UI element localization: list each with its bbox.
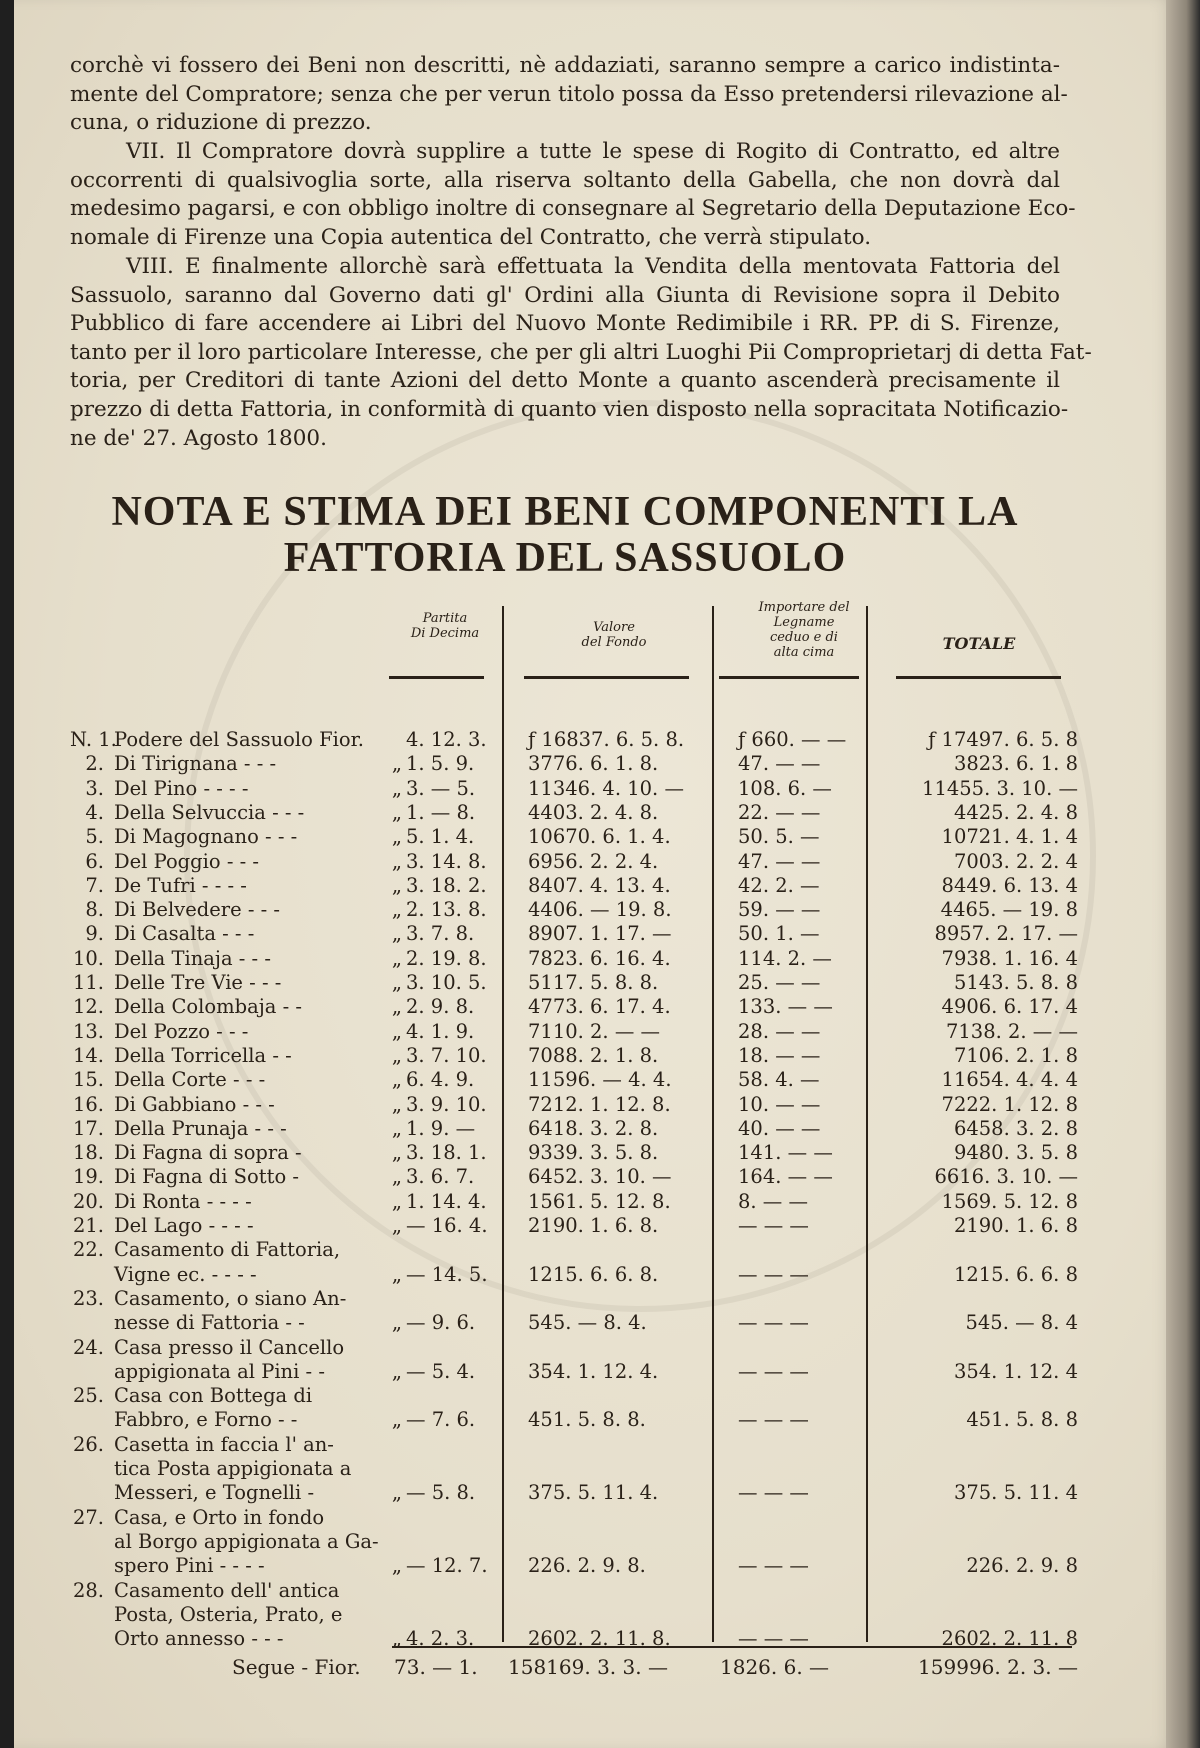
- table-row: [70, 1263, 1080, 1287]
- table-row: [70, 728, 1080, 752]
- row-valore: 3776. 6. 1. 8.: [528, 752, 659, 776]
- row-legname: 22. — —: [738, 800, 821, 824]
- header-rule-totale: [896, 676, 1061, 679]
- row-valore: 1215. 6. 6. 8.: [528, 1262, 659, 1286]
- row-legname: 25. — —: [738, 971, 821, 994]
- paragraph-line: medesimo pagarsi, e con obbligo inoltre di consegnare al Segretario della Deputazione Eco-: [70, 196, 1076, 222]
- row-name: Del Pino - - - -: [114, 776, 249, 800]
- row-name: Delle Tre Vie - - -: [114, 971, 282, 994]
- row-totale: 1569. 5. 12. 8: [941, 1189, 1078, 1213]
- row-totale: 7003. 2. 2. 4: [953, 849, 1078, 873]
- row-valore: 2602. 2. 11. 8.: [528, 1627, 671, 1651]
- row-legname: 164. — —: [738, 1165, 833, 1189]
- table-row: [70, 1238, 1080, 1262]
- table-row: [70, 801, 1080, 825]
- row-number: 22.: [72, 1238, 104, 1262]
- row-valore: 354. 1. 12. 4.: [528, 1359, 659, 1383]
- table-row: [70, 1554, 1080, 1578]
- ditto-mark: „: [391, 946, 402, 970]
- table-row: [70, 1287, 1080, 1311]
- row-name: Casa, e Orto in fondo: [114, 1505, 325, 1529]
- row-number: 21.: [72, 1214, 104, 1237]
- row-partita: — 12. 7.: [406, 1554, 488, 1578]
- row-partita: 3. 7. 8.: [406, 922, 475, 946]
- paragraph-line: mente del Compratore; senza che per verun titolo possa da Esso pretendersi rilevazione al-: [70, 81, 1068, 107]
- table-row: [70, 825, 1080, 849]
- row-legname: 141. — —: [738, 1141, 833, 1165]
- row-partita: 3. 18. 1.: [406, 1141, 487, 1165]
- table-row: [70, 777, 1080, 801]
- ditto-mark: „: [391, 800, 402, 824]
- row-totale: ƒ 17497. 6. 5. 8: [928, 728, 1078, 751]
- row-legname: — — —: [738, 1627, 809, 1651]
- ditto-mark: „: [391, 1408, 402, 1432]
- row-partita: — 5. 4.: [406, 1359, 476, 1383]
- row-totale: 11455. 3. 10. —: [922, 776, 1078, 800]
- paragraph-line: occorrenti di qualsivoglia sorte, alla riserva soltanto della Gabella, che non dovrà dal: [70, 167, 1060, 193]
- row-number: 27.: [72, 1505, 104, 1529]
- paragraph: [70, 138, 1076, 252]
- row-totale: 375. 5. 11. 4: [953, 1481, 1078, 1505]
- row-number: 5.: [85, 825, 104, 849]
- ditto-mark: „: [391, 971, 402, 994]
- row-partita: 1. 5. 9.: [406, 752, 475, 776]
- row-number: 23.: [72, 1286, 104, 1310]
- table-row: [70, 1603, 1080, 1627]
- row-valore: 226. 2. 9. 8.: [528, 1554, 646, 1578]
- ditto-mark: „: [391, 1165, 402, 1189]
- paragraph-line: prezzo di detta Fattoria, in conformità di quanto vien disposto nella sopracitata Notificazio-: [70, 396, 1069, 422]
- row-legname: 47. — —: [738, 752, 821, 776]
- paragraph-line: VIII. E finalmente allorchè sarà effettuata la Vendita della mentovata Fattoria del: [126, 254, 1060, 279]
- ditto-mark: „: [391, 1554, 402, 1578]
- table-row: [70, 1190, 1080, 1214]
- ditto-mark: „: [391, 1141, 402, 1165]
- ditto-mark: „: [391, 1311, 402, 1335]
- row-partita: — 14. 5.: [406, 1262, 488, 1286]
- paragraph-line: toria, per Creditori di tante Azioni del detto Monte a quanto ascenderà precisamente il: [70, 368, 1060, 394]
- row-valore: 545. — 8. 4.: [528, 1311, 647, 1335]
- ditto-mark: „: [391, 1189, 402, 1213]
- ditto-mark: „: [391, 1068, 402, 1092]
- row-number: 9.: [85, 922, 104, 946]
- row-name: Del Lago - - - -: [114, 1214, 254, 1237]
- row-valore: 7823. 6. 16. 4.: [528, 946, 671, 970]
- row-number: 4.: [85, 800, 104, 824]
- table-row: [70, 1214, 1080, 1238]
- row-valore: 4773. 6. 17. 4.: [528, 995, 671, 1019]
- row-totale: 3823. 6. 1. 8: [953, 752, 1078, 776]
- row-totale: 7222. 1. 12. 8: [941, 1092, 1078, 1116]
- row-name: Orto annesso - - -: [114, 1627, 284, 1651]
- paragraph-line: ne de' 27. Agosto 1800.: [70, 425, 327, 451]
- row-totale: 5143. 5. 8. 8: [953, 971, 1078, 994]
- document-page: [14, 0, 1180, 1748]
- paragraph-line: corchè vi fossero dei Beni non descritti, nè addaziati, saranno sempre a carico indistinta-: [70, 53, 1060, 78]
- row-totale: 7106. 2. 1. 8: [953, 1043, 1078, 1067]
- row-number: 12.: [72, 995, 104, 1019]
- footer-totale-total: 159996. 2. 3. —: [918, 1655, 1078, 1679]
- row-name: De Tufri - - - -: [114, 873, 247, 897]
- row-partita: 2. 13. 8.: [406, 898, 487, 922]
- row-name: Casa presso il Cancello: [114, 1335, 345, 1359]
- row-legname: 50. 1. —: [738, 922, 820, 946]
- row-partita: 3. 6. 7.: [406, 1165, 475, 1189]
- row-valore: 2190. 1. 6. 8.: [528, 1214, 659, 1237]
- row-valore: 6418. 3. 2. 8.: [528, 1116, 659, 1140]
- row-name: Messeri, e Tognelli -: [114, 1481, 315, 1505]
- row-valore: 6452. 3. 10. —: [528, 1165, 672, 1189]
- ditto-mark: „: [391, 752, 402, 776]
- table-title-line-1: NOTA E STIMA DEI BENI COMPONENTI LA: [111, 489, 1019, 535]
- row-name: Della Prunaja - - -: [114, 1116, 287, 1140]
- row-partita: 2. 19. 8.: [406, 946, 487, 970]
- row-number: 2.: [85, 752, 104, 776]
- row-totale: 545. — 8. 4: [965, 1311, 1078, 1335]
- column-header-valore: Valore del Fondo: [581, 620, 647, 650]
- ditto-mark: „: [391, 1019, 402, 1043]
- paragraph: [70, 52, 1068, 138]
- row-partita: 4. 12. 3.: [406, 728, 487, 751]
- row-valore: 10670. 6. 1. 4.: [528, 825, 671, 849]
- table-row: [70, 922, 1080, 946]
- row-totale: 4906. 6. 17. 4: [941, 995, 1078, 1019]
- row-valore: 9339. 3. 5. 8.: [528, 1141, 659, 1165]
- row-partita: 3. 9. 10.: [406, 1092, 487, 1116]
- paragraph-line: nomale di Firenze una Copia autentica del Contratto, che verrà stipulato.: [70, 224, 872, 250]
- row-valore: 451. 5. 8. 8.: [528, 1408, 646, 1432]
- ditto-mark: „: [391, 825, 402, 849]
- row-valore: 11596. — 4. 4.: [528, 1068, 672, 1092]
- row-legname: 58. 4. —: [738, 1068, 820, 1092]
- row-totale: 9480. 3. 5. 8: [953, 1141, 1078, 1165]
- row-valore: 8407. 4. 13. 4.: [528, 873, 671, 897]
- row-partita: 3. 10. 5.: [406, 971, 487, 994]
- ditto-mark: „: [391, 1359, 402, 1383]
- row-number: 10.: [72, 946, 104, 970]
- row-name: Di Casalta - - -: [114, 922, 255, 946]
- column-header-totale: TOTALE: [942, 634, 1016, 653]
- ditto-mark: „: [391, 1627, 402, 1651]
- row-totale: 6616. 3. 10. —: [934, 1165, 1078, 1189]
- table-row: [70, 947, 1080, 971]
- table-row: [70, 995, 1080, 1019]
- row-valore: 1561. 5. 12. 8.: [528, 1189, 671, 1213]
- table-row: [70, 1117, 1080, 1141]
- row-legname: — — —: [738, 1481, 809, 1505]
- row-name: Podere del Sassuolo Fior.: [114, 728, 364, 751]
- table-row: [70, 1408, 1080, 1432]
- row-legname: 42. 2. —: [738, 873, 820, 897]
- page-edge: [1166, 0, 1200, 1748]
- row-valore: 4406. — 19. 8.: [528, 898, 672, 922]
- row-name: tica Posta appigionata a: [114, 1457, 352, 1480]
- row-totale: 7938. 1. 16. 4: [941, 946, 1078, 970]
- totals-rule: [392, 1646, 1072, 1648]
- row-name: Della Tinaja - - -: [114, 946, 271, 970]
- ditto-mark: „: [391, 873, 402, 897]
- paragraph-line: tanto per il loro particolare Interesse, che per gli altri Luoghi Pii Comproprietarj di detta Fat-: [70, 339, 1092, 365]
- row-partita: — 7. 6.: [406, 1408, 476, 1432]
- row-totale: 11654. 4. 4. 4: [941, 1068, 1078, 1092]
- row-totale: 354. 1. 12. 4: [953, 1359, 1078, 1383]
- row-number: 7.: [85, 873, 104, 897]
- row-legname: 18. — —: [738, 1043, 821, 1067]
- table-row: [70, 1044, 1080, 1068]
- row-totale: 7138. 2. — —: [945, 1019, 1078, 1043]
- row-name: Posta, Osteria, Prato, e: [114, 1602, 343, 1626]
- table-row: [70, 874, 1080, 898]
- paragraph-line: cuna, o riduzione di prezzo.: [70, 110, 372, 136]
- ditto-mark: „: [391, 898, 402, 922]
- ditto-mark: „: [391, 1116, 402, 1140]
- row-number: 16.: [72, 1092, 104, 1116]
- footer-label: Segue - Fior.: [232, 1655, 361, 1679]
- row-legname: ƒ 660. — —: [738, 728, 847, 751]
- table-row: [70, 1336, 1080, 1360]
- table-title-line-2: FATTORIA DEL SASSUOLO: [283, 535, 847, 581]
- table-row: [70, 1506, 1080, 1530]
- row-legname: 8. — —: [738, 1189, 809, 1213]
- row-totale: 8957. 2. 17. —: [934, 922, 1078, 946]
- row-name: Di Belvedere - - -: [114, 898, 280, 922]
- ditto-mark: „: [391, 995, 402, 1019]
- row-totale: 8449. 6. 13. 4: [941, 873, 1078, 897]
- row-legname: — — —: [738, 1554, 809, 1578]
- table-row: [70, 1360, 1080, 1384]
- row-totale: 4465. — 19. 8: [940, 898, 1078, 922]
- row-number: 20.: [72, 1189, 104, 1213]
- row-legname: 28. — —: [738, 1019, 821, 1043]
- ditto-mark: „: [391, 1262, 402, 1286]
- row-number: 3.: [85, 776, 104, 800]
- row-legname: 59. — —: [738, 898, 821, 922]
- row-legname: 50. 5. —: [738, 825, 820, 849]
- row-partita: 3. 14. 8.: [406, 849, 487, 873]
- ditto-mark: „: [391, 776, 402, 800]
- row-number: 11.: [72, 971, 104, 994]
- row-legname: 47. — —: [738, 849, 821, 873]
- ditto-mark: „: [391, 922, 402, 946]
- row-name: Casamento, o siano An-: [114, 1286, 347, 1310]
- ditto-mark: „: [391, 849, 402, 873]
- row-legname: 10. — —: [738, 1092, 821, 1116]
- footer-partita-total: 73. — 1.: [394, 1655, 478, 1679]
- row-name: Di Ronta - - - -: [114, 1189, 252, 1213]
- table-row: [70, 1457, 1080, 1481]
- row-name: Casa con Bottega di: [114, 1384, 313, 1408]
- table-row: [70, 898, 1080, 922]
- row-valore: 11346. 4. 10. —: [528, 776, 684, 800]
- row-name: al Borgo appigionata a Ga-: [114, 1529, 379, 1553]
- row-name: Casamento di Fattoria,: [114, 1238, 341, 1262]
- row-legname: — — —: [738, 1408, 809, 1432]
- row-name: Casamento dell' antica: [114, 1578, 340, 1602]
- row-number: 6.: [85, 849, 104, 873]
- row-valore: 6956. 2. 2. 4.: [528, 849, 659, 873]
- row-partita: 3. 7. 10.: [406, 1043, 487, 1067]
- row-totale: 6458. 3. 2. 8: [953, 1116, 1078, 1140]
- row-partita: 1. — 8.: [406, 800, 476, 824]
- table-row: [70, 971, 1080, 995]
- paragraph-line: VII. Il Compratore dovrà supplire a tutte le spese di Rogito di Contratto, ed altre: [126, 139, 1060, 164]
- row-valore: 7212. 1. 12. 8.: [528, 1092, 671, 1116]
- row-name: Di Fagna di sopra -: [114, 1141, 302, 1165]
- row-partita: 2. 9. 8.: [406, 995, 475, 1019]
- column-header-partita: Partita Di Decima: [410, 611, 480, 641]
- row-partita: 3. 18. 2.: [406, 873, 487, 897]
- row-valore: 7088. 2. 1. 8.: [528, 1043, 659, 1067]
- row-legname: 114. 2. —: [738, 946, 832, 970]
- row-name: Della Corte - - -: [114, 1068, 266, 1092]
- row-valore: 7110. 2. — —: [528, 1019, 661, 1043]
- table-row: [70, 1384, 1080, 1408]
- row-number: 24.: [72, 1335, 104, 1359]
- ditto-mark: „: [391, 1214, 402, 1237]
- ditto-mark: „: [391, 1092, 402, 1116]
- row-name: nesse di Fattoria - -: [114, 1311, 305, 1335]
- row-partita: — 5. 8.: [406, 1481, 476, 1505]
- row-partita: 1. 14. 4.: [406, 1189, 487, 1213]
- row-name: Del Poggio - - -: [114, 849, 259, 873]
- row-name: Della Colombaja - -: [114, 995, 302, 1019]
- row-number: 25.: [72, 1384, 104, 1408]
- table-row: [70, 1481, 1080, 1505]
- row-legname: — — —: [738, 1311, 809, 1335]
- row-totale: 1215. 6. 6. 8: [953, 1262, 1078, 1286]
- row-partita: 3. — 5.: [406, 776, 476, 800]
- table-row: [70, 1433, 1080, 1457]
- row-number: 17.: [72, 1116, 104, 1140]
- table-row: [70, 850, 1080, 874]
- row-number: 28.: [72, 1578, 104, 1602]
- row-partita: 4. 2. 3.: [406, 1627, 475, 1651]
- ditto-mark: „: [391, 1043, 402, 1067]
- table-row: [70, 1165, 1080, 1189]
- row-number: 19.: [72, 1165, 104, 1189]
- row-legname: 133. — —: [738, 995, 833, 1019]
- row-valore: 375. 5. 11. 4.: [528, 1481, 659, 1505]
- table-row: [70, 1020, 1080, 1044]
- table-row: [70, 1579, 1080, 1603]
- row-name: Della Torricella - -: [114, 1043, 292, 1067]
- row-legname: — — —: [738, 1262, 809, 1286]
- row-name: Della Selvuccia - - -: [114, 800, 305, 824]
- row-name: Casetta in faccia l' an-: [114, 1432, 334, 1456]
- row-legname: — — —: [738, 1359, 809, 1383]
- row-partita: 4. 1. 9.: [406, 1019, 475, 1043]
- row-partita: 6. 4. 9.: [406, 1068, 475, 1092]
- table-row: [70, 752, 1080, 776]
- row-partita: 1. 9. —: [406, 1116, 476, 1140]
- row-totale: 2602. 2. 11. 8: [941, 1627, 1078, 1651]
- column-header-legname: Importare del Legname ceduo e di alta cima: [758, 600, 850, 660]
- row-totale: 226. 2. 9. 8: [966, 1554, 1078, 1578]
- carried-forward-totals: [70, 1653, 1080, 1681]
- paragraph: [70, 253, 1092, 453]
- row-legname: — — —: [738, 1214, 809, 1237]
- row-name: Vigne ec. - - - -: [114, 1262, 257, 1286]
- row-name: spero Pini - - - -: [114, 1554, 265, 1578]
- row-name: Del Pozzo - - -: [114, 1019, 249, 1043]
- row-totale: 10721. 4. 1. 4: [941, 825, 1078, 849]
- row-name: appigionata al Pini - -: [114, 1359, 325, 1383]
- row-partita: — 16. 4.: [406, 1214, 488, 1237]
- row-partita: 5. 1. 4.: [406, 825, 475, 849]
- header-rule-legname: [719, 676, 859, 679]
- table-row: [70, 1530, 1080, 1554]
- row-partita: — 9. 6.: [406, 1311, 476, 1335]
- row-legname: 108. 6. —: [738, 776, 832, 800]
- paragraph-line: Sassuolo, saranno dal Governo dati gl' Ordini alla Giunta di Revisione sopra il Debito: [70, 282, 1060, 308]
- ditto-mark: „: [391, 1481, 402, 1505]
- table-row: [70, 1141, 1080, 1165]
- paragraph-line: Pubblico di fare accendere ai Libri del Nuovo Monte Redimibile i RR. PP. di S. Firenze,: [70, 311, 1060, 337]
- header-rule-valore: [524, 676, 689, 679]
- row-name: Di Magognano - - -: [114, 825, 298, 849]
- row-name: Di Gabbiano - - -: [114, 1092, 275, 1116]
- row-name: Di Tirignana - - -: [114, 752, 277, 776]
- footer-legname-total: 1826. 6. —: [720, 1655, 830, 1679]
- row-number: 8.: [85, 898, 104, 922]
- row-name: Di Fagna di Sotto -: [114, 1165, 299, 1189]
- table-row: [70, 1093, 1080, 1117]
- table-row: [70, 1311, 1080, 1335]
- row-valore: 8907. 1. 17. —: [528, 922, 672, 946]
- row-valore: ƒ 16837. 6. 5. 8.: [528, 728, 685, 751]
- row-totale: 451. 5. 8. 8: [966, 1408, 1078, 1432]
- row-number: N. 1.: [70, 728, 117, 751]
- row-number: 15.: [72, 1068, 104, 1092]
- row-totale: 2190. 1. 6. 8: [953, 1214, 1078, 1237]
- row-valore: 4403. 2. 4. 8.: [528, 800, 659, 824]
- row-number: 18.: [72, 1141, 104, 1165]
- row-number: 13.: [72, 1019, 104, 1043]
- row-totale: 4425. 2. 4. 8: [953, 800, 1078, 824]
- row-number: 14.: [72, 1043, 104, 1067]
- footer-valore-total: 158169. 3. 3. —: [508, 1655, 668, 1679]
- table-row: [70, 1068, 1080, 1092]
- row-number: 26.: [72, 1432, 104, 1456]
- row-valore: 5117. 5. 8. 8.: [528, 971, 659, 994]
- header-rule-partita: [389, 676, 484, 679]
- row-name: Fabbro, e Forno - -: [114, 1408, 298, 1432]
- row-legname: 40. — —: [738, 1116, 821, 1140]
